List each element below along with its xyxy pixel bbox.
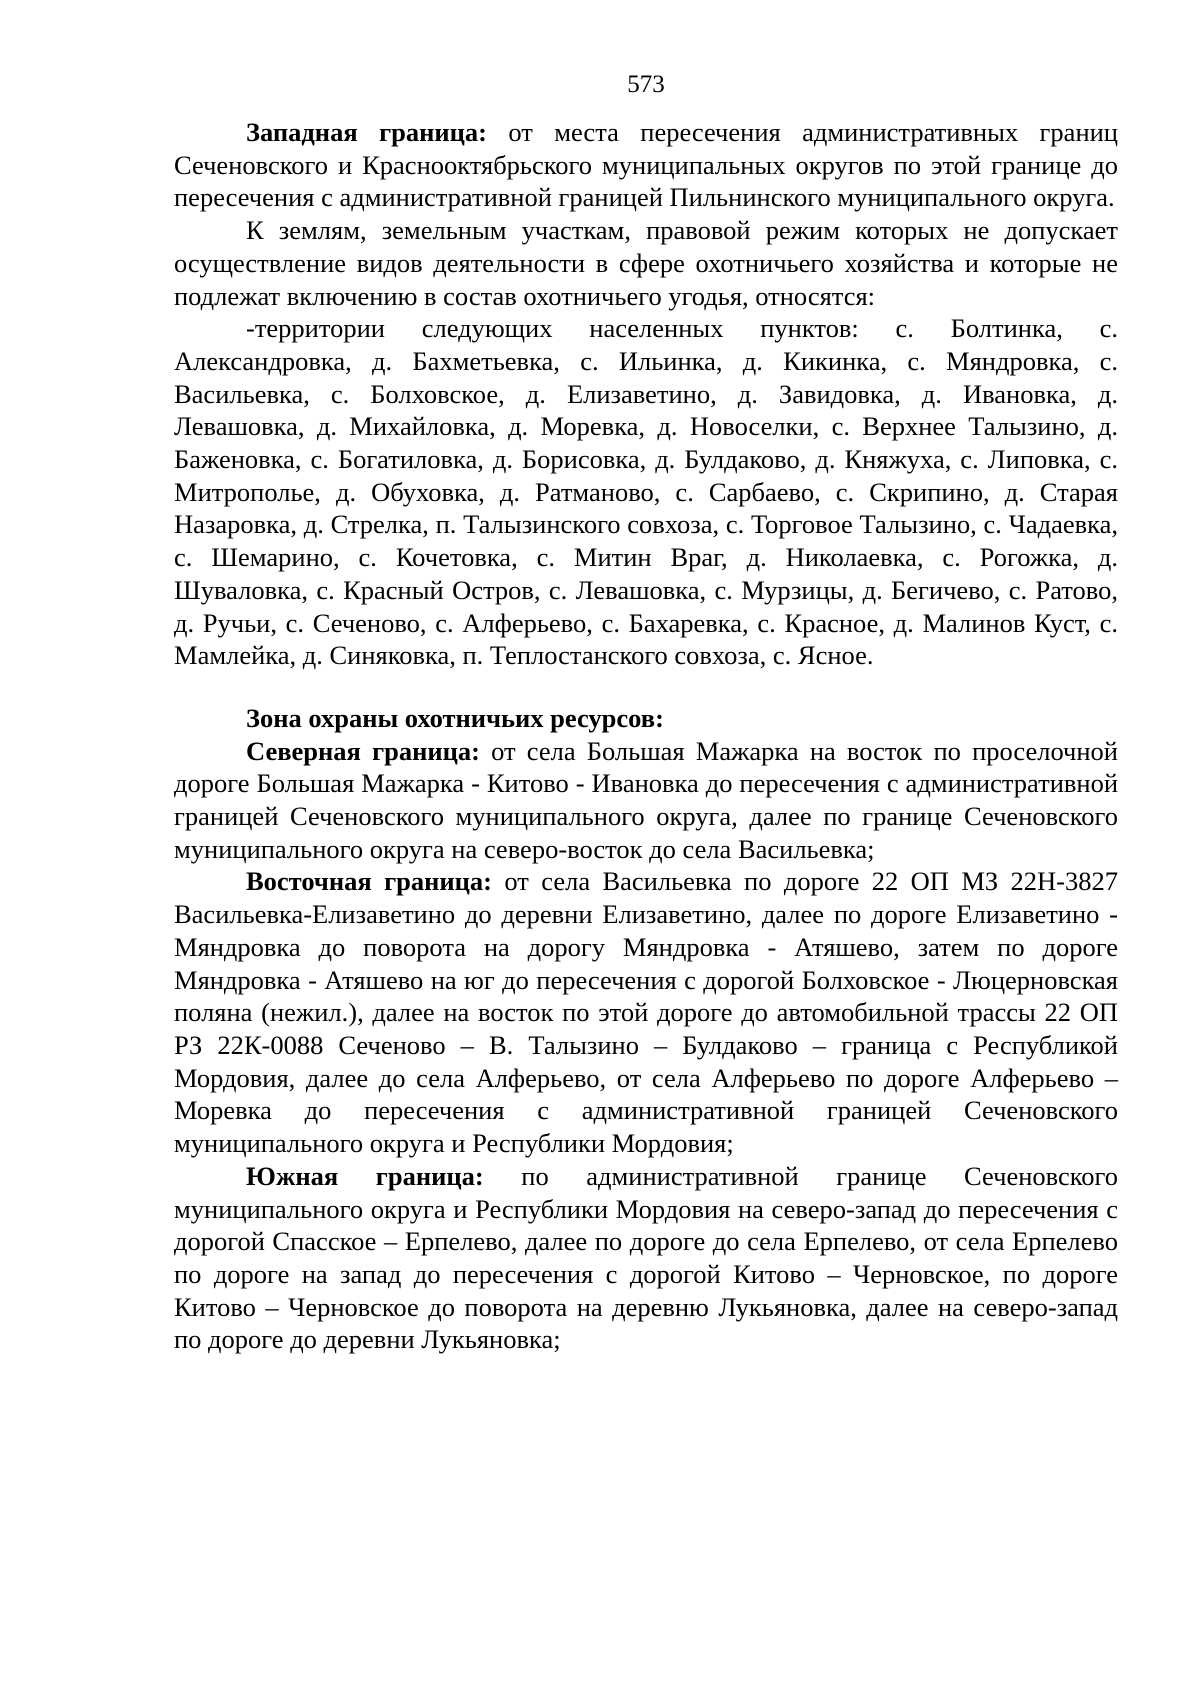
northern-border-label: Северная граница:	[246, 735, 480, 766]
eastern-border-text: от села Васильевка по дороге 22 ОП МЗ 22Н-3827 Васильевка-Елизаветино до деревни Елизаветино, далее по дороге Елизаветино - Мяндровка до поворота на дорогу Мяндровка - Атяшево, затем по дороге Мяндровка - Атяшево на юг до пересечения с дорогой Болховское - Люцерновская поляна (нежил.), далее на восток по этой дороге до автомобильной трассы 22 ОП РЗ 22К-0088 Сеченово – В. Талызино – Булдаково – граница с Республикой Мордовия, далее до села Алферьево, от села Алферьево по дороге Алферьево – Моревка до пересечения с административной границей Сеченовского муниципального округа и Республики Мордовия;	[174, 866, 1118, 1159]
southern-border-text: по административной границе Сеченовского муниципального округа и Республики Мордовия на северо-запад до пересечения с дорогой Спасское – Ерпелево, далее по дороге до села Ерпелево, от села Ерпелево по дороге на запад до пересечения с дорогой Китово – Черновское, по дороге Китово – Черновское до поворота на деревню Лукьяновка, далее на северо-запад по дороге до деревни Лукьяновка;	[174, 1160, 1118, 1355]
lands-paragraph: К землям, земельным участкам, правовой режим которых не допускает осуществление видов деятельности в сфере охотничьего хозяйства и которые не подлежат включению в состав охотничьего угодья, относятся:	[174, 215, 1118, 311]
western-border-paragraph	[174, 116, 1118, 214]
document-body	[174, 116, 1118, 1356]
western-border-label: Западная граница:	[246, 117, 487, 147]
southern-border-label: Южная граница:	[246, 1160, 484, 1191]
northern-border-paragraph	[174, 735, 1118, 866]
southern-border-paragraph	[174, 1160, 1118, 1356]
settlements-paragraph: -территории следующих населенных пунктов: с. Болтинка, с. Александровка, д. Бахметьевка, с. Ильинка, д. Кикинка, с. Мяндровка, с. Васильевка, с. Болховское, д. Елизаветино, д. Завидовка, д. Ивановка, д. Левашовка, д. Михайловка, д. Моревка, д. Новоселки, с. Верхнее Талызино, д. Баженовка, с. Богатиловка, д. Борисовка, д. Булдаково, д. Княжуха, с. Липовка, с. Митрополье, д. Обуховка, д. Ратманово, с. Сарбаево, с. Скрипино, д. Старая Назаровка, д. Стрелка, п. Талызинского совхоза, с. Торговое Талызино, с. Чадаевка, с. Шемарино, с. Кочетовка, с. Митин Враг, д. Николаевка, с. Рогожка, д. Шуваловка, с. Красный Остров, с. Левашовка, с. Мурзицы, д. Бегичево, с. Ратово, д. Ручьи, с. Сеченово, с. Алферьево, с. Бахаревка, с. Красное, д. Малинов Куст, с. Мамлейка, д. Синяковка, п. Теплостанского совхоза, с. Ясное.	[174, 313, 1118, 671]
northern-border-text: от села Большая Мажарка на восток по проселочной дороге Большая Мажарка - Китово - Ивановка до пересечения с административной границей Сеченовского муниципального округа, далее по границе Сеченовского муниципального округа на северо-восток до села Васильевка;	[174, 735, 1118, 864]
zone-heading: Зона охраны охотничьих ресурсов:	[246, 702, 664, 733]
page-number: 573	[627, 71, 665, 98]
western-border-text: от места пересечения административных границ Сеченовского и Краснооктябрьского муниципальных округов по этой границе до пересечения с административной границей Пильнинского муниципального округа.	[174, 117, 1118, 213]
eastern-border-label: Восточная граница:	[246, 866, 493, 897]
eastern-border-paragraph	[174, 865, 1118, 1159]
